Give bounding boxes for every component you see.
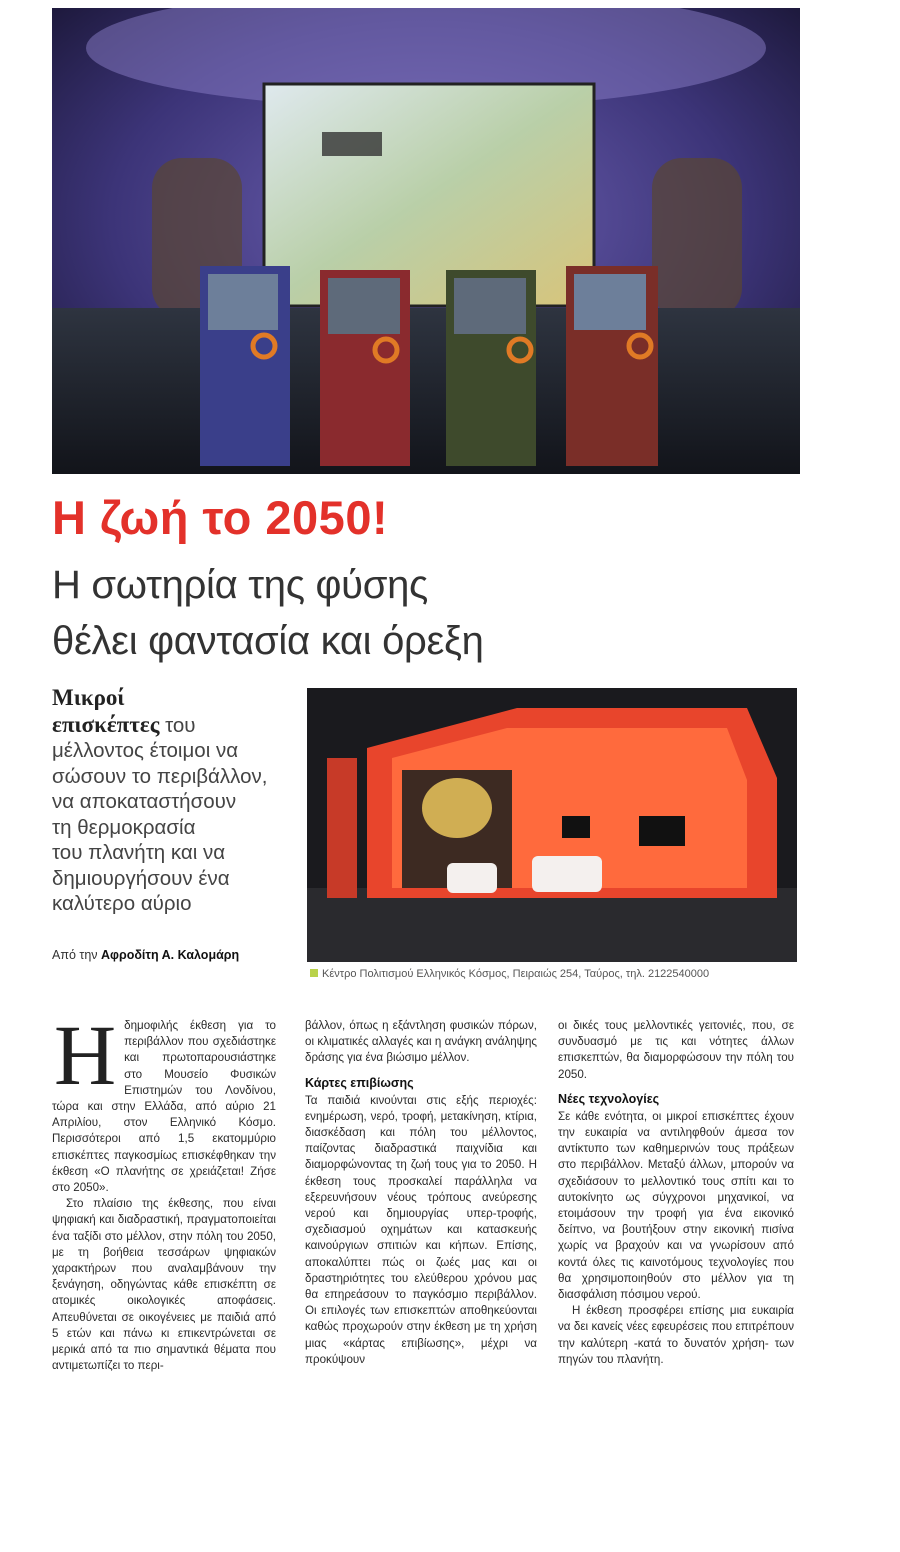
article-headline: Η ζωή το 2050! [52,491,389,544]
paragraph: Τα παιδιά κινούνται στις εξής περιοχές: ενημέρωση, νερό, τροφή, μετακίνηση, κτίρια, διασκέδαση και πόλη του μέλλοντος, παίζοντας διαδραστικά παιχνίδια και διαμορφώνοντας τη ζωή τους για το 2050. Η έκθεση τους προσκαλεί παράλληλα να εξερευνήσουν νέους τρόπους ανεύρεσης νερού και δημιουργίας υπερ-τροφής, σχεδιασμού οχημάτων και κατασκευής καινούργιων σπιτιών και κήπων. Επίσης, αποκαλύπτει πώς οι ζωές μας και οι δραστηριότητες του ελεύθερου χρόνου μας θα επηρεάσουν το παγκόσμιο περιβάλλον. Οι επιλογές των επισκεπτών αποθηκεύονται καθώς προχωρούν στην έκθεση με τη χρήση μιας «κάρτας επιβίωσης», μέχρι να προκύψουν [305,1093,537,1366]
section-heading: Κάρτες επιβίωσης [305,1075,414,1090]
exhibition-photo-house [307,688,797,962]
lead-line: δημιουργήσουν ένα [52,866,230,890]
lead-line: μέλλοντος έτοιμοι να [52,739,239,762]
byline [52,945,292,965]
paragraph: οι δικές τους μελλοντικές γειτονιές, που, σε συνδυασμό με τις και νότητες άλλων επισκεπτών, θα διαμορφώσουν την πόλη του 2050. [558,1019,794,1081]
body-column-1 [52,1007,276,1374]
photo-caption [310,966,790,982]
lead-bold-word-1: Μικροί [52,685,125,710]
article-lead [52,685,292,917]
article-subheadline-line-1: Η σωτηρία της φύσης [52,563,429,607]
lead-line: σώσουν το περιβάλλον, [52,764,268,788]
paragraph: Στο πλαίσιο της έκθεσης, που είναι ψηφιακή και διαδραστική, πραγματοποιείται ένα ταξίδι στο μέλλον, στην πόλη του 2050, με τη βοήθεια τεσσάρων ψηφιακών χαρακτήρων που αναλαμβάνουν την ξενάγηση, οδηγώντας κάθε επισκέπτη σε ατομικές οικολογικές αποφάσεις. Απευθύνεται σε οικογένειες με παιδιά από 5 ετών και πάνω κι επικεντρώνεται σε μερικά από τα πιο σημαντικά θέματα που αντιμετωπίζει το περι- [52,1197,276,1373]
lead-line: του πλανήτη και να [52,841,226,864]
byline-prefix: Από την [52,948,101,962]
drop-cap: Η [54,1007,117,1103]
caption-marker-icon [310,969,318,977]
lead-text: του [159,713,196,737]
caption-text: Κέντρο Πολιτισμού Ελληνικός Κόσμος, Πειραιώς 254, Ταύρος, τηλ. 2122540000 [322,968,710,980]
lead-line: καλύτερο αύριο [52,892,192,915]
lead-line: να αποκαταστήσουν [52,790,237,813]
article-subheadline-line-2: θέλει φαντασία και όρεξη [52,619,484,663]
byline-author: Αφροδίτη Α. Καλομάρη [101,948,240,962]
body-column-2 [305,1018,537,1368]
paragraph: Σε κάθε ενότητα, οι μικροί επισκέπτες έχουν την ευκαιρία να αντιληφθούν άμεσα τον αντίκτυπο των καθημερινών τους πράξεων στο περιβάλλον. Μεταξύ άλλων, μπορούν να σχεδιάσουν το μελλοντικό τους σπίτι και το αυτοκίνητο ως σύγχρονοι μηχανικοί, να ετοιμάσουν την τροφή για ένα εικονικό δείπνο, να βουτήξουν στην εικονική πισίνα χωρίς να βραχούν και να γνωρίσουν από κοντά όλες τις καινοτόμους τεχνολογίες που θα χρησιμοποιηθούν στο μέλλον για τη διασφάλιση πόσιμου νερού. [558,1109,794,1302]
body-column-3 [558,1018,794,1368]
paragraph: Η έκθεση προσφέρει επίσης μια ευκαιρία να δει κανείς νέες εφευρέσεις που επιτρέπουν την καλύτερη -κατά το δυνατόν χρήση- των πηγών του πλανήτη. [558,1304,794,1366]
exhibition-photo-top [52,8,800,474]
paragraph: δημοφιλής έκθεση για το περιβάλλον που σχεδιάστηκε και πρωτοπαρουσιάστηκε στο Μουσείο Φυσικών Επιστημών του Λονδίνου, τώρα και στην Ελλάδα, από αύριο 21 Απριλίου, στον Ελληνικό Κόσμο. Περισσότεροι από 1,5 εκατομμύριο επισκέπτες παγκοσμίως επισκέφθηκαν την έκθεση «Ο πλανήτης σε χρειάζεται! Ζήσε στο 2050». [52,1019,276,1195]
paragraph: βάλλον, όπως η εξάντληση φυσικών πόρων, οι κλιματικές αλλαγές και η ανάγκη ανάληψης δράσης για ένα βιώσιμο μέλλον. [305,1019,537,1065]
section-heading: Νέες τεχνολογίες [558,1091,660,1106]
lead-bold-word-2: επισκέπτες [52,711,160,737]
lead-line: τη θερμοκρασία [52,815,196,839]
